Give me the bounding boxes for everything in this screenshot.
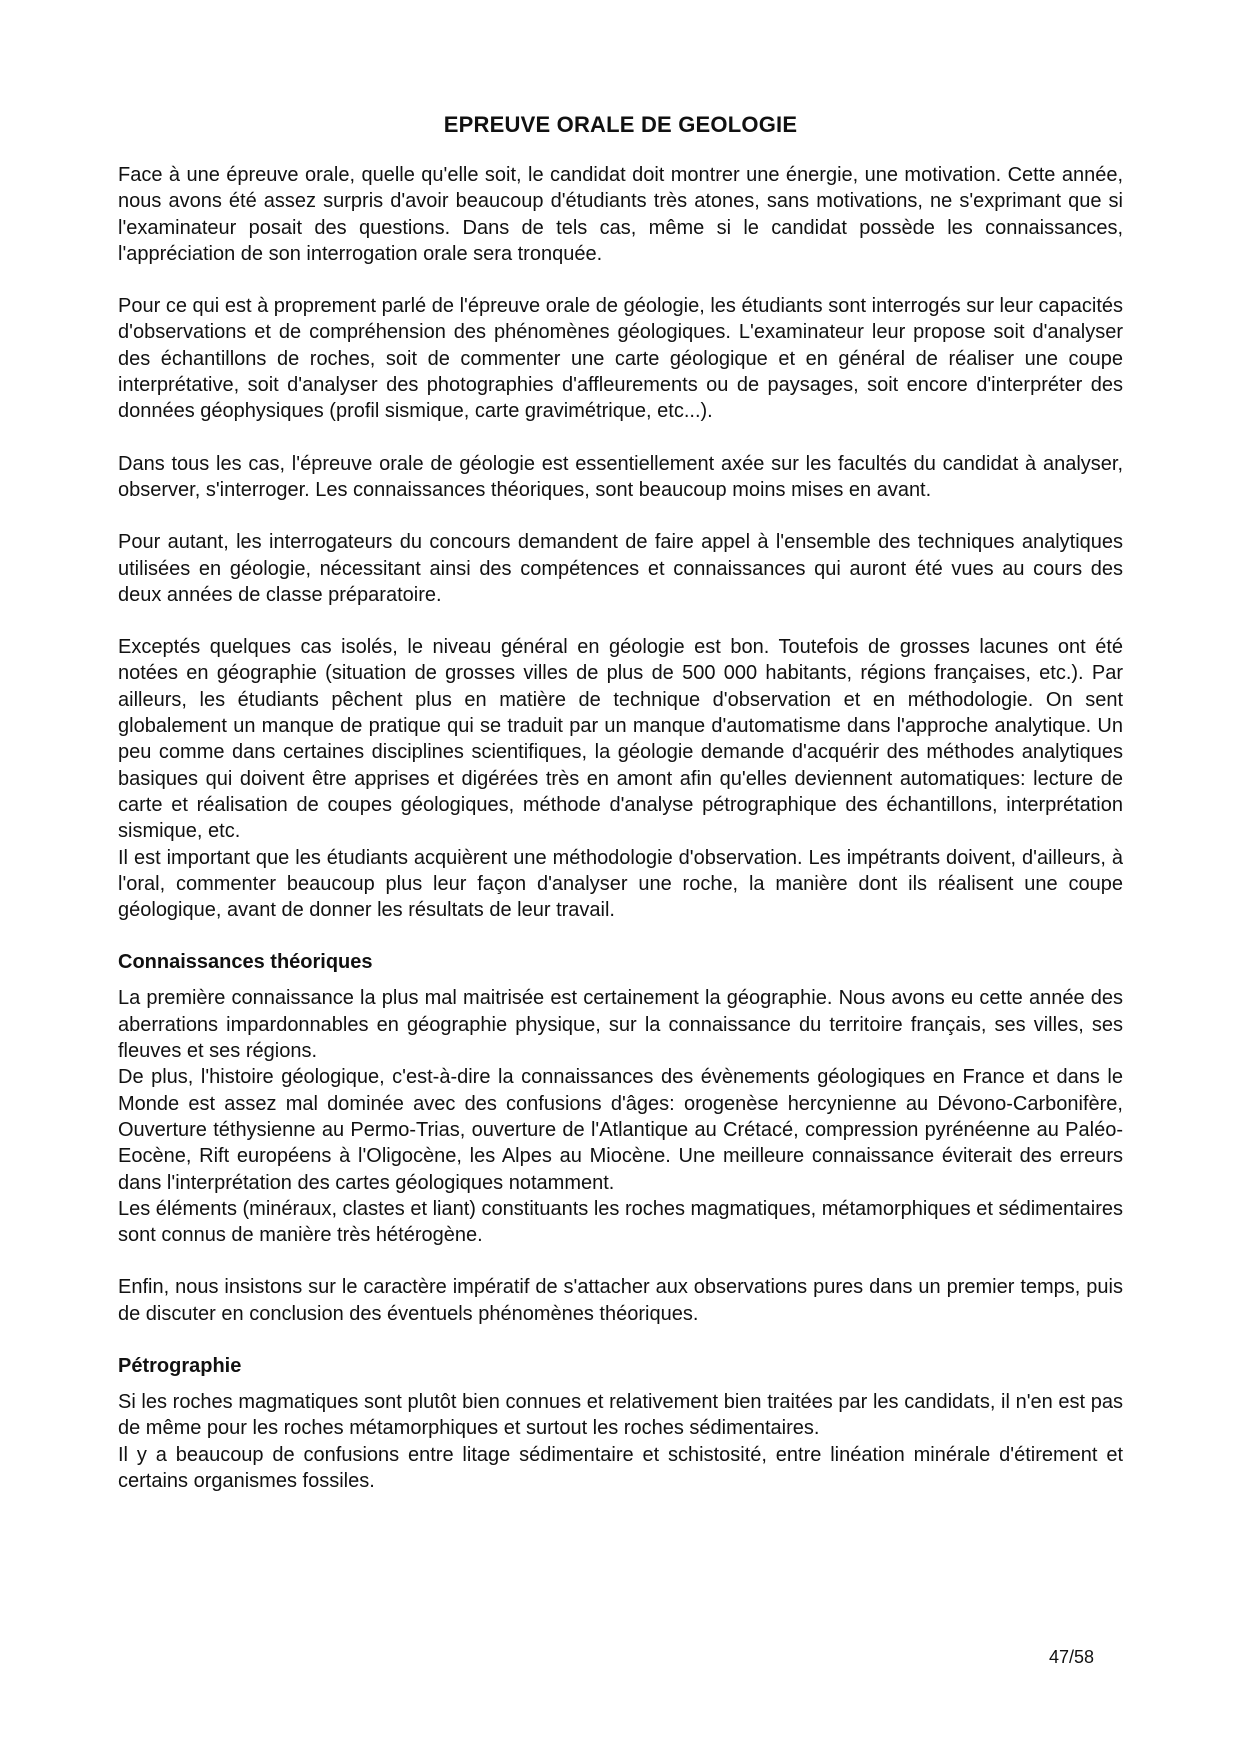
- paragraph: De plus, l'histoire géologique, c'est-à-dire la connaissances des évènements géologiques en France et dans le Monde est assez mal dominée avec des confusions d'âges: orogenèse hercynienne au Dévono-Carbonifère, Ouverture téthysienne au Permo-Trias, ouverture de l'Atlantique au Crétacé, compression pyrénéenne au Paléo-Eocène, Rift européens à l'Oligocène, les Alpes au Miocène. Une meilleure connaissance éviterait des erreurs dans l'interprétation des cartes géologiques notamment.: [118, 1066, 1123, 1194]
- page-number: 47/58: [1048, 1647, 1094, 1667]
- paragraph: La première connaissance la plus mal maitrisée est certainement la géographie. Nous avons eu cette année des aberrations impardonnables en géographie physique, sur la connaissance du territoire français, ses villes, ses fleuves et ses régions.: [118, 987, 1123, 1063]
- paragraph: Exceptés quelques cas isolés, le niveau général en géologie est bon. Toutefois de grosses lacunes ont été notées en géographie (situation de grosses villes de plus de 500 000 habitants, régions françaises, etc.). Par ailleurs, les étudiants pêchent plus en matière de technique d'observation et en méthodologie. On sent globalement un manque de pratique qui se traduit par un manque d'automatisme dans l'approche analytique. Un peu comme dans certaines disciplines scientifiques, la géologie demande d'acquérir des méthodes analytiques basiques qui doivent être apprises et digérées très en amont afin qu'elles deviennent automatiques: lecture de carte et réalisation de coupes géologiques, méthode d'analyse pétrographique des échantillons, interprétation sismique, etc.: [118, 636, 1123, 843]
- paragraph: Enfin, nous insistons sur le caractère impératif de s'attacher aux observations pures dans un premier temps, puis de discuter en conclusion des éventuels phénomènes théoriques.: [118, 1276, 1123, 1325]
- paragraph: Si les roches magmatiques sont plutôt bien connues et relativement bien traitées par les candidats, il n'en est pas de même pour les roches métamorphiques et surtout les roches sédimentaires.: [118, 1390, 1123, 1440]
- page-title: EPREUVE ORALE DE GEOLOGIE: [443, 112, 798, 137]
- section-heading: Pétrographie: [118, 1354, 242, 1377]
- paragraph: Face à une épreuve orale, quelle qu'elle soit, le candidat doit montrer une énergie, une motivation. Cette année, nous avons été assez surpris d'avoir beaucoup d'étudiants très atones, sans motivations, ne s'exprimant que si l'examinateur posait des questions. Dans de tels cas, même si le candidat possède les connaissances, l'appréciation de son interrogation orale sera tronquée.: [118, 164, 1123, 265]
- paragraph: Il y a beaucoup de confusions entre litage sédimentaire et schistosité, entre linéation minérale d'étirement et certains organismes fossiles.: [118, 1443, 1123, 1492]
- paragraph-block: [118, 634, 1123, 923]
- paragraph-block: [118, 162, 1123, 267]
- paragraph-block: [118, 1389, 1123, 1494]
- paragraph: Il est important que les étudiants acquièrent une méthodologie d'observation. Les impétrants doivent, d'ailleurs, à l'oral, commenter beaucoup plus leur façon d'analyser une roche, la manière dont ils réalisent une coupe géologique, avant de donner les résultats de leur travail.: [118, 846, 1123, 922]
- paragraph: Les éléments (minéraux, clastes et liant) constituants les roches magmatiques, métamorphiques et sédimentaires sont connus de manière très hétérogène.: [118, 1197, 1123, 1247]
- sections: [118, 949, 1123, 1494]
- paragraph-block: [118, 985, 1123, 1248]
- document-page: [118, 112, 1123, 1520]
- paragraph-block: [118, 529, 1123, 608]
- paragraph: Pour ce qui est à proprement parlé de l'épreuve orale de géologie, les étudiants sont interrogés sur leur capacités d'observations et de compréhension des phénomènes géologiques. L'examinateur leur propose soit d'analyser des échantillons de roches, soit de commenter une carte géologique et en général de réaliser une coupe interprétative, soit d'analyser des photographies d'affleurements ou de paysages, soit encore d'interpréter des données géophysiques (profil sismique, carte gravimétrique, etc...).: [118, 295, 1123, 423]
- section: [118, 949, 1123, 1327]
- paragraph: Dans tous les cas, l'épreuve orale de géologie est essentiellement axée sur les facultés du candidat à analyser, observer, s'interroger. Les connaissances théoriques, sont beaucoup moins mises en avant.: [118, 452, 1123, 501]
- intro-text: [118, 162, 1123, 923]
- paragraph-block: [118, 293, 1123, 424]
- section: [118, 1353, 1123, 1494]
- paragraph: Pour autant, les interrogateurs du concours demandent de faire appel à l'ensemble des techniques analytiques utilisées en géologie, nécessitant ainsi des compétences et connaissances qui auront été vues au cours des deux années de classe préparatoire.: [118, 531, 1123, 606]
- paragraph-block: [118, 1274, 1123, 1327]
- paragraph-block: [118, 451, 1123, 504]
- section-heading: Connaissances théoriques: [118, 951, 373, 974]
